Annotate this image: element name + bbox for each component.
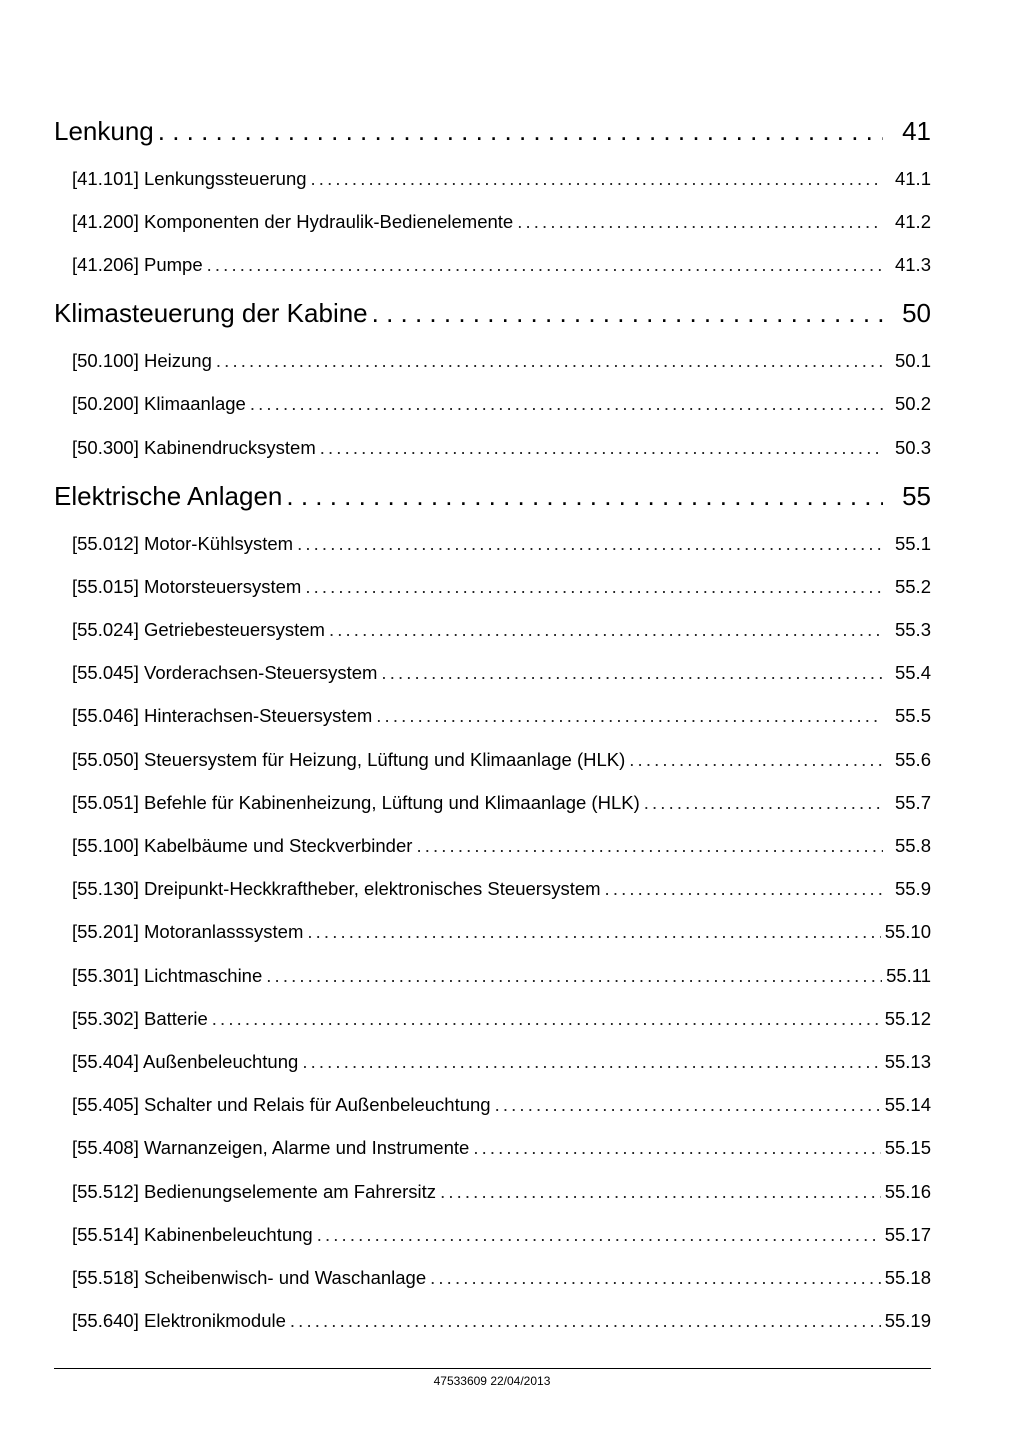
entry-label: [50.300] Kabinendrucksystem bbox=[72, 436, 316, 458]
dot-leader bbox=[376, 705, 883, 727]
dot-leader bbox=[290, 1310, 881, 1332]
toc-entry-row[interactable] bbox=[54, 340, 931, 383]
entry-page-number: 55.6 bbox=[894, 748, 931, 770]
entry-page-number: 55.8 bbox=[894, 835, 931, 857]
toc-chapter-row[interactable] bbox=[54, 473, 931, 519]
toc-entry-row[interactable] bbox=[54, 609, 931, 652]
toc-entry-row[interactable] bbox=[54, 1127, 931, 1170]
dot-leader bbox=[207, 254, 883, 276]
toc-entry-list bbox=[54, 522, 931, 1343]
entry-page-number: 55.12 bbox=[884, 1007, 931, 1029]
dot-leader bbox=[644, 792, 883, 814]
entry-page-number: 55.9 bbox=[894, 878, 931, 900]
toc-section bbox=[54, 108, 931, 287]
dot-leader bbox=[317, 1224, 881, 1246]
toc-entry-list bbox=[54, 157, 931, 287]
entry-page-number: 50.2 bbox=[894, 393, 931, 415]
entry-label: [55.518] Scheibenwisch- und Waschanlage bbox=[72, 1266, 427, 1288]
chapter-page-number: 55 bbox=[902, 480, 931, 511]
entry-label: [55.012] Motor-Kühlsystem bbox=[72, 532, 294, 554]
toc-entry-row[interactable] bbox=[54, 695, 931, 738]
toc-entry-row[interactable] bbox=[54, 243, 931, 286]
dot-leader bbox=[307, 921, 880, 943]
toc-entry-row[interactable] bbox=[54, 911, 931, 954]
toc-chapter-row[interactable] bbox=[54, 108, 931, 154]
entry-page-number: 41.1 bbox=[894, 167, 931, 189]
entry-label: [55.051] Befehle für Kabinenheizung, Lüftung und Klimaanlage (HLK) bbox=[72, 791, 640, 813]
entry-label: [55.050] Steuersystem für Heizung, Lüftung und Klimaanlage (HLK) bbox=[72, 748, 626, 770]
table-of-contents bbox=[54, 108, 931, 1347]
entry-label: [41.200] Komponenten der Hydraulik-Bedienelemente bbox=[72, 210, 514, 232]
dot-leader bbox=[517, 211, 883, 233]
toc-entry-row[interactable] bbox=[54, 522, 931, 565]
entry-page-number: 55.17 bbox=[884, 1223, 931, 1245]
toc-entry-row[interactable] bbox=[54, 1256, 931, 1299]
dot-leader bbox=[311, 168, 883, 190]
entry-label: [55.640] Elektronikmodule bbox=[72, 1310, 286, 1332]
toc-entry-row[interactable] bbox=[54, 824, 931, 867]
toc-chapter-row[interactable] bbox=[54, 291, 931, 337]
dot-leader bbox=[212, 1008, 881, 1030]
entry-page-number: 55.18 bbox=[884, 1266, 931, 1288]
entry-label: [50.200] Klimaanlage bbox=[72, 393, 246, 415]
toc-entry-row[interactable] bbox=[54, 997, 931, 1040]
chapter-page-number: 50 bbox=[902, 298, 931, 329]
dot-leader bbox=[216, 350, 883, 372]
entry-label: [55.024] Getriebesteuersystem bbox=[72, 619, 325, 641]
dot-leader bbox=[430, 1267, 881, 1289]
footer-document-id: 47533609 22/04/2013 bbox=[433, 1374, 551, 1388]
entry-page-number: 55.19 bbox=[884, 1310, 931, 1332]
entry-page-number: 55.15 bbox=[884, 1137, 931, 1159]
toc-entry-row[interactable] bbox=[54, 652, 931, 695]
entry-label: [55.301] Lichtmaschine bbox=[72, 964, 263, 986]
entry-page-number: 50.1 bbox=[894, 350, 931, 372]
dot-leader bbox=[629, 749, 883, 771]
entry-label: [55.100] Kabelbäume und Steckverbinder bbox=[72, 835, 413, 857]
dot-leader bbox=[305, 576, 883, 598]
toc-entry-row[interactable] bbox=[54, 383, 931, 426]
entry-label: [55.201] Motoranlasssystem bbox=[72, 921, 304, 943]
entry-page-number: 55.7 bbox=[894, 791, 931, 813]
entry-page-number: 41.2 bbox=[894, 210, 931, 232]
footer-divider bbox=[54, 1368, 931, 1369]
dot-leader bbox=[286, 481, 883, 512]
toc-entry-row[interactable] bbox=[54, 200, 931, 243]
toc-entry-row[interactable] bbox=[54, 954, 931, 997]
entry-label: [55.514] Kabinenbeleuchtung bbox=[72, 1223, 313, 1245]
dot-leader bbox=[372, 298, 883, 329]
toc-entry-row[interactable] bbox=[54, 1084, 931, 1127]
toc-entry-list bbox=[54, 340, 931, 470]
toc-entry-row[interactable] bbox=[54, 157, 931, 200]
toc-section bbox=[54, 473, 931, 1343]
entry-label: [55.405] Schalter und Relais für Außenbeleuchtung bbox=[72, 1094, 491, 1116]
chapter-title: Lenkung bbox=[54, 115, 154, 146]
entry-label: [55.404] Außenbeleuchtung bbox=[72, 1050, 299, 1072]
toc-entry-row[interactable] bbox=[54, 781, 931, 824]
entry-label: [55.302] Batterie bbox=[72, 1007, 208, 1029]
entry-page-number: 55.5 bbox=[894, 705, 931, 727]
toc-entry-row[interactable] bbox=[54, 1170, 931, 1213]
entry-label: [55.046] Hinterachsen-Steuersystem bbox=[72, 705, 373, 727]
toc-entry-row[interactable] bbox=[54, 1300, 931, 1343]
dot-leader bbox=[302, 1051, 880, 1073]
dot-leader bbox=[297, 533, 883, 555]
dot-leader bbox=[250, 393, 883, 415]
dot-leader bbox=[158, 116, 883, 147]
chapter-page-number: 41 bbox=[902, 115, 931, 146]
toc-entry-row[interactable] bbox=[54, 868, 931, 911]
dot-leader bbox=[320, 437, 883, 459]
dot-leader bbox=[440, 1181, 881, 1203]
toc-entry-row[interactable] bbox=[54, 565, 931, 608]
entry-page-number: 55.10 bbox=[884, 921, 931, 943]
toc-entry-row[interactable] bbox=[54, 426, 931, 469]
toc-entry-row[interactable] bbox=[54, 1040, 931, 1083]
entry-page-number: 55.11 bbox=[886, 964, 931, 986]
entry-page-number: 55.14 bbox=[884, 1094, 931, 1116]
chapter-title: Elektrische Anlagen bbox=[54, 480, 283, 511]
toc-entry-row[interactable] bbox=[54, 738, 931, 781]
chapter-title: Klimasteuerung der Kabine bbox=[54, 298, 368, 329]
dot-leader bbox=[329, 619, 883, 641]
entry-page-number: 55.16 bbox=[884, 1180, 931, 1202]
toc-entry-row[interactable] bbox=[54, 1213, 931, 1256]
dot-leader bbox=[416, 835, 883, 857]
entry-page-number: 55.4 bbox=[894, 662, 931, 684]
entry-label: [55.015] Motorsteuersystem bbox=[72, 575, 302, 597]
entry-label: [41.206] Pumpe bbox=[72, 253, 203, 275]
dot-leader bbox=[381, 662, 883, 684]
entry-label: [41.101] Lenkungssteuerung bbox=[72, 167, 307, 189]
entry-page-number: 50.3 bbox=[894, 436, 931, 458]
entry-page-number: 55.13 bbox=[884, 1050, 931, 1072]
entry-label: [50.100] Heizung bbox=[72, 350, 212, 372]
entry-page-number: 55.1 bbox=[894, 532, 931, 554]
entry-label: [55.045] Vorderachsen-Steuersystem bbox=[72, 662, 378, 684]
entry-label: [55.408] Warnanzeigen, Alarme und Instrumente bbox=[72, 1137, 470, 1159]
dot-leader bbox=[495, 1094, 881, 1116]
dot-leader bbox=[266, 965, 882, 987]
entry-page-number: 55.3 bbox=[894, 619, 931, 641]
entry-page-number: 41.3 bbox=[894, 253, 931, 275]
entry-label: [55.512] Bedienungselemente am Fahrersitz bbox=[72, 1180, 437, 1202]
dot-leader bbox=[473, 1137, 880, 1159]
entry-label: [55.130] Dreipunkt-Heckkraftheber, elektronisches Steuersystem bbox=[72, 878, 601, 900]
entry-page-number: 55.2 bbox=[894, 575, 931, 597]
dot-leader bbox=[605, 878, 883, 900]
toc-section bbox=[54, 291, 931, 470]
